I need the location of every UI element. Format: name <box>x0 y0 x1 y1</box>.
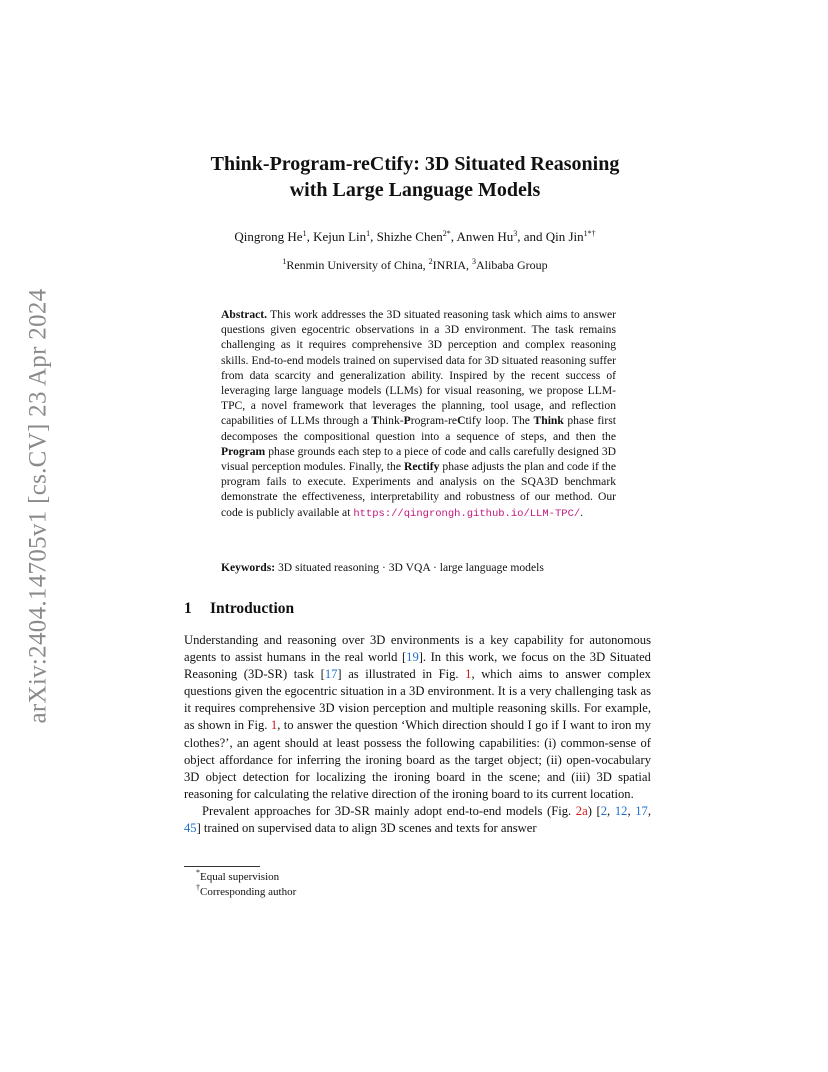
arxiv-identifier <box>18 286 58 726</box>
citation-link[interactable]: 45 <box>184 821 197 836</box>
citation-link[interactable]: 2 <box>600 803 608 818</box>
figure-link[interactable]: 1 <box>465 667 472 682</box>
section-number: 1 <box>184 600 192 617</box>
affiliations <box>120 258 710 273</box>
author: Kejun Lin$^1$, <box>313 229 377 244</box>
code-link[interactable]: https://qingrongh.github.io/LLM-TPC/ <box>353 507 581 520</box>
section-heading <box>184 600 294 618</box>
footnote: †Corresponding author <box>196 883 297 898</box>
paragraph: Prevalent approaches for 3D-SR mainly adopt end-to-end models (Fig. 2a) [2, 12, 17, 45] trained on supervised data to align 3D scenes and texts for answer <box>184 803 651 836</box>
author-list <box>120 229 710 245</box>
figure-link[interactable]: 2a <box>575 803 588 818</box>
section-title: Introduction <box>210 600 295 617</box>
intro-body <box>184 632 651 837</box>
paragraph: Understanding and reasoning over 3D environments is a key capability for autonomous agents to assist humans in the real world [19]. In this work, we focus on the 3D Situated Reasoning (3D-SR) task [17] as illustrated in Fig. 1, which aims to answer complex questions given the egocentric situation in a 3D environment. It is a very challenging task as it requires comprehensive 3D vision perception and multiple reasoning skills. For example, as shown in Fig. 1, to answer the question ‘Which direction should I go if I want to iron my clothes?’, an agent should at least possess the following capabilities: (i) common-sense of object affordance for inferring the ironing board as the target object; (ii) open-vocabulary 3D object detection for localizing the ironing board in the scene; and (iii) 3D spatial reasoning for calculating the relative direction of the ironing board to its current location. <box>184 633 651 801</box>
author: Qingrong He$^1$, <box>234 229 314 244</box>
paper-title <box>150 151 680 203</box>
keywords-label: Keywords: <box>221 561 276 574</box>
abstract: Abstract. This work addresses the 3D situated reasoning task which aims to answer questions given egocentric observations in a 3D environment. The task remains challenging as it requires comprehensive 3D perception and complex reasoning skills. End-to-end models trained on supervised data for 3D situated reasoning suffer from data scarcity and generalization ability. Inspired by the recent success of leveraging large language models (LLMs) for visual reasoning, we propose LLM-TPC, a novel framework that leverages the planning, tool usage, and reflection capabilities of LLMs through a Think-Program-reCtify loop. The Think phase first decomposes the compositional question into a sequence of steps, and then the Program phase grounds each step to a piece of code and calls carefully designed 3D visual perception modules. Finally, the Rectify phase adjusts the plan and code if the program fails to execute. Experiments and analysis on the SQA3D benchmark demonstrate the effectiveness, interpretability and robustness of our method. Our code is publicly available at https://qingrongh.github.io/LLM-TPC/. <box>221 308 616 520</box>
arxiv-identifier-text: arXiv:2404.14705v1 [cs.CV] 23 Apr 2024 <box>24 288 52 724</box>
citation-link[interactable]: 17 <box>324 667 338 682</box>
figure-link[interactable]: 1 <box>270 718 278 733</box>
abstract-label: Abstract. <box>221 308 268 321</box>
affiliation: $^1$Renmin University of China, <box>282 257 429 272</box>
keywords-text: 3D situated reasoning · 3D VQA · large language models <box>275 561 544 574</box>
affiliation: $^3$Alibaba Group <box>472 257 548 272</box>
footnote-rule <box>184 866 260 867</box>
citation-link[interactable]: 19 <box>406 650 419 665</box>
author: Qin Jin$^{1*\dagger}$ <box>545 229 596 244</box>
footnote: *Equal supervision <box>196 868 280 883</box>
affiliation: $^2$INRIA, <box>428 257 472 272</box>
citation-link[interactable]: 12 <box>614 803 628 818</box>
author: Shizhe Chen$^{2*}$, <box>376 229 457 244</box>
title-line-2: with Large Language Models <box>289 179 541 201</box>
citation-link[interactable]: 17 <box>635 803 648 818</box>
keywords <box>221 561 621 574</box>
author: Anwen Hu$^3$, and <box>456 229 546 244</box>
title-line-1: Think-Program-reCtify: 3D Situated Reasoning <box>210 153 620 175</box>
footnotes <box>196 870 296 900</box>
